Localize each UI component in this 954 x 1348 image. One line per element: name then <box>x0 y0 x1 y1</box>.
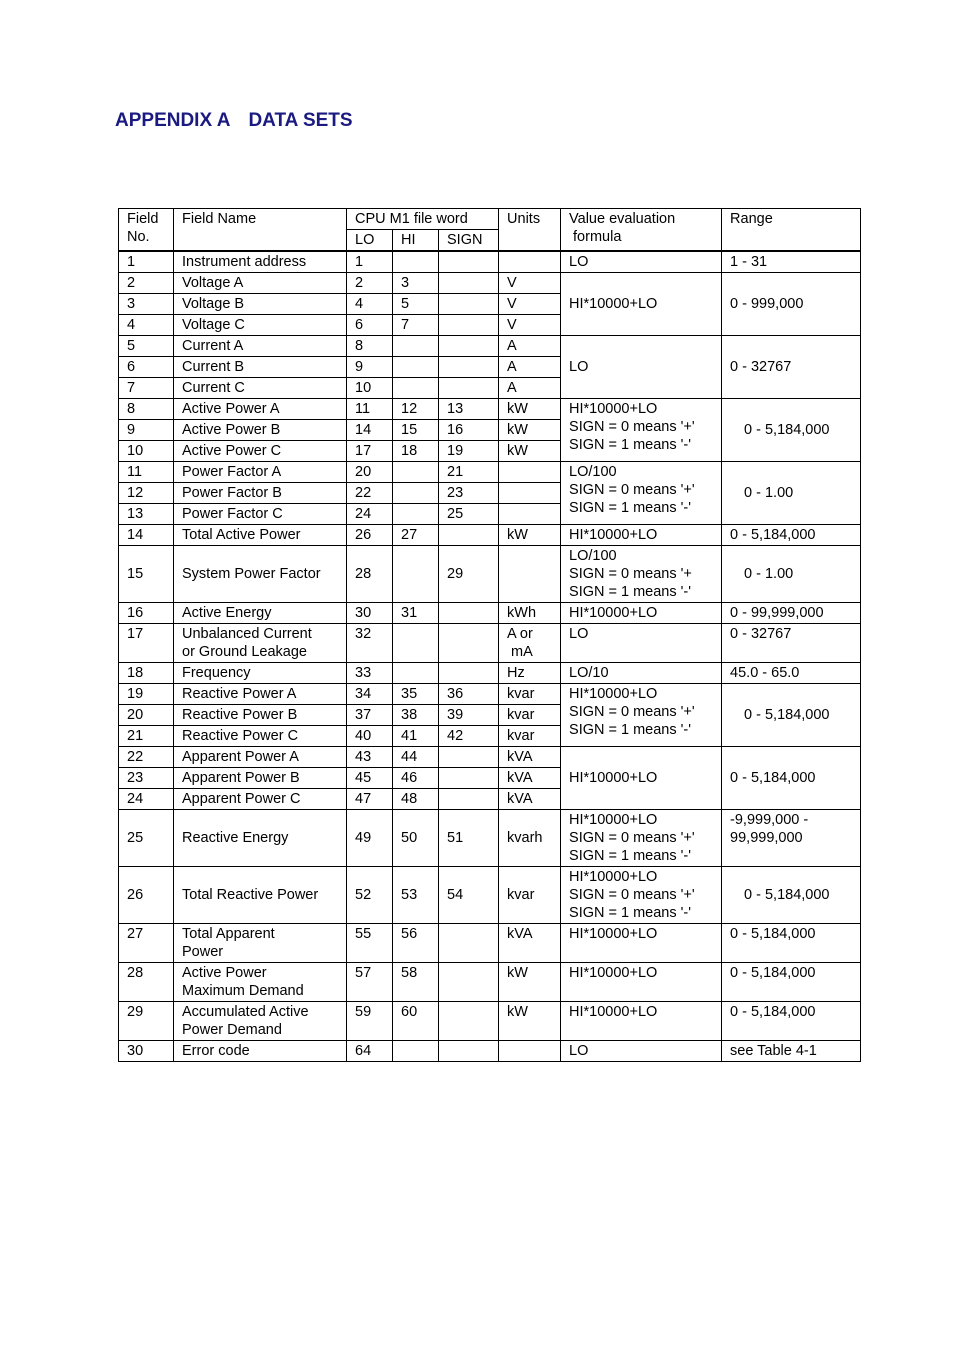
formula: HI*10000+LO <box>561 1002 722 1041</box>
field-no: 7 <box>119 378 174 399</box>
field-name: Apparent Power C <box>174 789 347 810</box>
word-hi: 3 <box>393 273 439 294</box>
units: kvar <box>499 726 561 747</box>
table-row <box>119 624 861 663</box>
word-sign <box>439 273 499 294</box>
word-hi: 44 <box>393 747 439 768</box>
units: V <box>499 273 561 294</box>
field-name: System Power Factor <box>174 546 347 603</box>
field-name: Apparent Power B <box>174 768 347 789</box>
field-name: Voltage A <box>174 273 347 294</box>
header-field-no: Field No. <box>119 209 174 252</box>
field-no: 18 <box>119 663 174 684</box>
formula: HI*10000+LO <box>561 525 722 546</box>
word-lo: 24 <box>347 504 393 525</box>
field-no: 16 <box>119 603 174 624</box>
word-lo: 26 <box>347 525 393 546</box>
word-hi: 50 <box>393 810 439 867</box>
word-sign <box>439 768 499 789</box>
table-row <box>119 273 861 294</box>
field-no: 3 <box>119 294 174 315</box>
word-lo: 1 <box>347 251 393 273</box>
word-lo: 6 <box>347 315 393 336</box>
word-lo: 59 <box>347 1002 393 1041</box>
word-sign <box>439 315 499 336</box>
units <box>499 546 561 603</box>
word-sign: 21 <box>439 462 499 483</box>
field-no: 12 <box>119 483 174 504</box>
units: kW <box>499 525 561 546</box>
word-lo: 33 <box>347 663 393 684</box>
field-name: Total Reactive Power <box>174 867 347 924</box>
word-lo: 47 <box>347 789 393 810</box>
range: see Table 4-1 <box>722 1041 861 1062</box>
word-hi <box>393 504 439 525</box>
word-hi <box>393 336 439 357</box>
word-lo: 49 <box>347 810 393 867</box>
field-no: 10 <box>119 441 174 462</box>
word-sign <box>439 294 499 315</box>
field-no: 30 <box>119 1041 174 1062</box>
units: kVA <box>499 747 561 768</box>
field-name: Voltage B <box>174 294 347 315</box>
word-sign <box>439 963 499 1002</box>
field-name: Reactive Energy <box>174 810 347 867</box>
word-sign <box>439 747 499 768</box>
word-hi <box>393 663 439 684</box>
word-lo: 4 <box>347 294 393 315</box>
range: 0 - 5,184,000 <box>722 399 861 462</box>
word-sign <box>439 1041 499 1062</box>
word-lo: 40 <box>347 726 393 747</box>
word-sign <box>439 378 499 399</box>
formula: HI*10000+LO SIGN = 0 means '+' SIGN = 1 means '-' <box>561 810 722 867</box>
word-lo: 64 <box>347 1041 393 1062</box>
formula: HI*10000+LO SIGN = 0 means '+' SIGN = 1 means '-' <box>561 867 722 924</box>
table-row <box>119 525 861 546</box>
units: Hz <box>499 663 561 684</box>
units: V <box>499 315 561 336</box>
units <box>499 504 561 525</box>
field-name: Current C <box>174 378 347 399</box>
field-name: Power Factor A <box>174 462 347 483</box>
word-sign: 25 <box>439 504 499 525</box>
units: kvar <box>499 684 561 705</box>
word-hi <box>393 483 439 504</box>
word-hi: 12 <box>393 399 439 420</box>
formula: HI*10000+LO SIGN = 0 means '+' SIGN = 1 means '-' <box>561 399 722 462</box>
range: 0 - 5,184,000 <box>722 747 861 810</box>
word-sign: 54 <box>439 867 499 924</box>
range: 0 - 5,184,000 <box>722 867 861 924</box>
field-name: Power Factor C <box>174 504 347 525</box>
word-lo: 20 <box>347 462 393 483</box>
field-no: 24 <box>119 789 174 810</box>
word-hi: 35 <box>393 684 439 705</box>
word-sign <box>439 924 499 963</box>
word-hi: 7 <box>393 315 439 336</box>
table-row <box>119 810 861 867</box>
field-name: Current A <box>174 336 347 357</box>
word-sign <box>439 336 499 357</box>
field-name: Total Apparent Power <box>174 924 347 963</box>
field-name: Active Power B <box>174 420 347 441</box>
field-no: 9 <box>119 420 174 441</box>
word-lo: 8 <box>347 336 393 357</box>
formula: LO <box>561 1041 722 1062</box>
table-row <box>119 747 861 768</box>
field-no: 25 <box>119 810 174 867</box>
table-row <box>119 663 861 684</box>
units: kVA <box>499 924 561 963</box>
field-no: 4 <box>119 315 174 336</box>
range: 45.0 - 65.0 <box>722 663 861 684</box>
field-name: Active Power A <box>174 399 347 420</box>
word-hi <box>393 546 439 603</box>
field-no: 13 <box>119 504 174 525</box>
field-name: Accumulated Active Power Demand <box>174 1002 347 1041</box>
units: kW <box>499 399 561 420</box>
field-no: 8 <box>119 399 174 420</box>
field-name: Frequency <box>174 663 347 684</box>
field-name: Power Factor B <box>174 483 347 504</box>
table-row <box>119 399 861 420</box>
field-no: 1 <box>119 251 174 273</box>
word-hi <box>393 462 439 483</box>
formula: LO <box>561 336 722 399</box>
word-sign <box>439 603 499 624</box>
field-no: 27 <box>119 924 174 963</box>
units: A <box>499 378 561 399</box>
range: -9,999,000 - 99,999,000 <box>722 810 861 867</box>
word-lo: 22 <box>347 483 393 504</box>
header-formula: Value evaluation formula <box>561 209 722 252</box>
word-sign <box>439 525 499 546</box>
field-no: 6 <box>119 357 174 378</box>
range: 0 - 5,184,000 <box>722 525 861 546</box>
table-row <box>119 1041 861 1062</box>
word-lo: 30 <box>347 603 393 624</box>
field-name: Apparent Power A <box>174 747 347 768</box>
field-no: 26 <box>119 867 174 924</box>
units: kvarh <box>499 810 561 867</box>
word-sign <box>439 789 499 810</box>
units <box>499 462 561 483</box>
word-hi <box>393 357 439 378</box>
units: kW <box>499 420 561 441</box>
table-row <box>119 251 861 273</box>
field-no: 28 <box>119 963 174 1002</box>
field-name: Active Power C <box>174 441 347 462</box>
formula: LO/100 SIGN = 0 means '+ SIGN = 1 means '-' <box>561 546 722 603</box>
units: kWh <box>499 603 561 624</box>
field-name: Instrument address <box>174 251 347 273</box>
field-name: Total Active Power <box>174 525 347 546</box>
table-row <box>119 336 861 357</box>
range: 0 - 5,184,000 <box>722 963 861 1002</box>
word-hi: 58 <box>393 963 439 1002</box>
table-row <box>119 1002 861 1041</box>
word-sign <box>439 251 499 273</box>
word-sign: 36 <box>439 684 499 705</box>
word-lo: 34 <box>347 684 393 705</box>
field-name: Reactive Power C <box>174 726 347 747</box>
range: 0 - 32767 <box>722 336 861 399</box>
word-sign: 51 <box>439 810 499 867</box>
appendix-title: DATA SETS <box>248 110 353 131</box>
field-name: Voltage C <box>174 315 347 336</box>
header-hi: HI <box>393 230 439 252</box>
word-hi <box>393 378 439 399</box>
units: kW <box>499 1002 561 1041</box>
word-sign: 23 <box>439 483 499 504</box>
word-hi: 56 <box>393 924 439 963</box>
word-sign: 19 <box>439 441 499 462</box>
units: A <box>499 336 561 357</box>
word-hi: 15 <box>393 420 439 441</box>
word-lo: 17 <box>347 441 393 462</box>
word-sign: 16 <box>439 420 499 441</box>
units <box>499 483 561 504</box>
field-name: Unbalanced Current or Ground Leakage <box>174 624 347 663</box>
word-lo: 28 <box>347 546 393 603</box>
header-field-name: Field Name <box>174 209 347 252</box>
word-lo: 11 <box>347 399 393 420</box>
word-lo: 52 <box>347 867 393 924</box>
word-lo: 45 <box>347 768 393 789</box>
word-hi: 31 <box>393 603 439 624</box>
table-row <box>119 963 861 1002</box>
word-sign: 42 <box>439 726 499 747</box>
formula: LO <box>561 251 722 273</box>
word-hi: 27 <box>393 525 439 546</box>
field-no: 21 <box>119 726 174 747</box>
page-title <box>115 110 353 132</box>
field-no: 20 <box>119 705 174 726</box>
formula: HI*10000+LO <box>561 924 722 963</box>
header-units: Units <box>499 209 561 252</box>
word-hi: 5 <box>393 294 439 315</box>
field-no: 2 <box>119 273 174 294</box>
range: 0 - 1.00 <box>722 546 861 603</box>
field-name: Reactive Power A <box>174 684 347 705</box>
word-sign: 13 <box>439 399 499 420</box>
word-hi: 60 <box>393 1002 439 1041</box>
field-no: 15 <box>119 546 174 603</box>
table-row <box>119 924 861 963</box>
formula: HI*10000+LO <box>561 747 722 810</box>
formula: LO <box>561 624 722 663</box>
units: kW <box>499 441 561 462</box>
table-row <box>119 462 861 483</box>
units: A <box>499 357 561 378</box>
word-lo: 55 <box>347 924 393 963</box>
formula: HI*10000+LO <box>561 273 722 336</box>
field-name: Error code <box>174 1041 347 1062</box>
appendix-label: APPENDIX A <box>115 110 231 131</box>
field-no: 29 <box>119 1002 174 1041</box>
header-range: Range <box>722 209 861 252</box>
range: 0 - 5,184,000 <box>722 924 861 963</box>
word-sign <box>439 663 499 684</box>
units: kvar <box>499 867 561 924</box>
word-hi: 41 <box>393 726 439 747</box>
field-no: 17 <box>119 624 174 663</box>
units <box>499 1041 561 1062</box>
field-name: Current B <box>174 357 347 378</box>
field-name: Active Power Maximum Demand <box>174 963 347 1002</box>
word-lo: 37 <box>347 705 393 726</box>
field-no: 23 <box>119 768 174 789</box>
units: kW <box>499 963 561 1002</box>
word-lo: 32 <box>347 624 393 663</box>
field-no: 22 <box>119 747 174 768</box>
word-hi <box>393 624 439 663</box>
word-sign <box>439 357 499 378</box>
field-no: 14 <box>119 525 174 546</box>
header-lo: LO <box>347 230 393 252</box>
word-sign <box>439 1002 499 1041</box>
word-sign <box>439 624 499 663</box>
units <box>499 251 561 273</box>
word-hi <box>393 251 439 273</box>
range: 1 - 31 <box>722 251 861 273</box>
formula: HI*10000+LO <box>561 963 722 1002</box>
units: kvar <box>499 705 561 726</box>
word-hi: 18 <box>393 441 439 462</box>
units: V <box>499 294 561 315</box>
formula: LO/10 <box>561 663 722 684</box>
table-row <box>119 546 861 603</box>
word-lo: 57 <box>347 963 393 1002</box>
word-lo: 10 <box>347 378 393 399</box>
word-hi: 46 <box>393 768 439 789</box>
field-name: Active Energy <box>174 603 347 624</box>
range: 0 - 32767 <box>722 624 861 663</box>
units: kVA <box>499 789 561 810</box>
data-sets-table <box>118 208 861 1062</box>
range: 0 - 5,184,000 <box>722 684 861 747</box>
range: 0 - 1.00 <box>722 462 861 525</box>
field-name: Reactive Power B <box>174 705 347 726</box>
range: 0 - 5,184,000 <box>722 1002 861 1041</box>
range: 0 - 999,000 <box>722 273 861 336</box>
table-row <box>119 603 861 624</box>
table-header <box>119 209 861 252</box>
word-lo: 2 <box>347 273 393 294</box>
units: kVA <box>499 768 561 789</box>
range: 0 - 99,999,000 <box>722 603 861 624</box>
word-hi: 38 <box>393 705 439 726</box>
word-sign: 29 <box>439 546 499 603</box>
field-no: 5 <box>119 336 174 357</box>
header-sign: SIGN <box>439 230 499 252</box>
formula: HI*10000+LO SIGN = 0 means '+' SIGN = 1 means '-' <box>561 684 722 747</box>
word-hi <box>393 1041 439 1062</box>
table-row <box>119 684 861 705</box>
word-lo: 14 <box>347 420 393 441</box>
word-lo: 43 <box>347 747 393 768</box>
field-no: 11 <box>119 462 174 483</box>
field-no: 19 <box>119 684 174 705</box>
word-lo: 9 <box>347 357 393 378</box>
word-sign: 39 <box>439 705 499 726</box>
formula: HI*10000+LO <box>561 603 722 624</box>
units: A or mA <box>499 624 561 663</box>
table-row <box>119 867 861 924</box>
word-hi: 53 <box>393 867 439 924</box>
word-hi: 48 <box>393 789 439 810</box>
formula: LO/100 SIGN = 0 means '+' SIGN = 1 means '-' <box>561 462 722 525</box>
header-cpu-word: CPU M1 file word <box>347 209 499 230</box>
